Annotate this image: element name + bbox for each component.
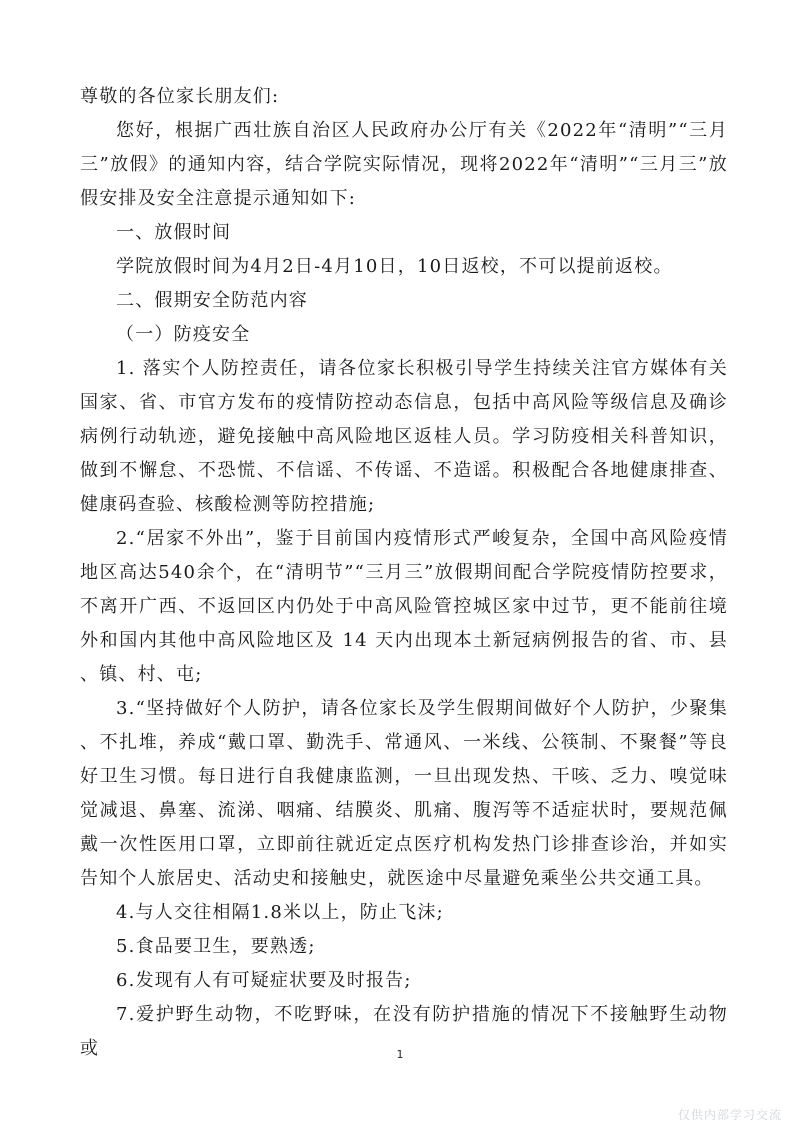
list-item-5: 5.食品要卫生，要熟透; bbox=[116, 936, 316, 957]
subsection-heading-epidemic: （一）防疫安全 bbox=[116, 324, 251, 345]
greeting: 尊敬的各位家长朋友们: bbox=[80, 86, 280, 107]
schedule-paragraph: 学院放假时间为4月2日-4月10日，10日返校，不可以提前返校。 bbox=[116, 256, 673, 277]
intro-paragraph: 您好，根据广西壮族自治区人民政府办公厅有关《2022年“清明”“三月三”放假》的通知内容，结合学院实际情况，现将2022年“清明”“三月三”放假安排及安全注意提示通知如下: bbox=[80, 120, 728, 209]
section-heading-schedule: 一、放假时间 bbox=[116, 222, 232, 243]
list-item-4: 4.与人交往相隔1.8米以上，防止飞沫; bbox=[116, 902, 444, 923]
list-item-6: 6.发现有人有可疑症状要及时报告; bbox=[116, 970, 412, 991]
section-heading-safety: 二、假期安全防范内容 bbox=[116, 290, 308, 311]
list-item-3: 3.“坚持做好个人防护，请各位家长及学生假期间做好个人防护，少聚集、不扎堆，养成“戴口罩、勤洗手、常通风、一米线、公筷制、不聚餐”等良好卫生习惯。每日进行自我健康监测，一旦出现发热、干咳、乏力、嗅觉味觉减退、鼻塞、流涕、咽痛、结膜炎、肌痛、腹泻等不适症状时，要规范佩戴一次性医用口罩，立即前往就近定点医疗机构发热门诊排查诊治，并如实告知个人旅居史、活动史和接触史，就医途中尽量避免乘坐公共交通工具。 bbox=[80, 698, 728, 889]
watermark: 仅供内部学习交流 bbox=[677, 1108, 782, 1122]
document-body bbox=[80, 80, 728, 1066]
list-item-2: 2.“居家不外出”，鉴于目前国内疫情形式严峻复杂，全国中高风险疫情地区高达540余个，在“清明节”“三月三”放假期间配合学院疫情防控要求，不离开广西、不返回区内仍处于中高风险管控城区家中过节，更不能前往境外和国内其他中高风险地区及 14 天内出现本土新冠病例报告的省、市、县、镇、村、屯; bbox=[80, 528, 728, 685]
list-item-7: 7.爱护野生动物，不吃野味，在没有防护措施的情况下不接触野生动物或 bbox=[80, 1004, 728, 1059]
page-number: 1 bbox=[396, 1048, 404, 1061]
list-item-1: 1. 落实个人防控责任，请各位家长积极引导学生持续关注官方媒体有关国家、省、市官方发布的疫情防控动态信息，包括中高风险等级信息及确诊病例行动轨迹，避免接触中高风险地区返桂人员。学习防疫相关科普知识，做到不懈怠、不恐慌、不信谣、不传谣、不造谣。积极配合各地健康排查、健康码查验、核酸检测等防控措施; bbox=[80, 358, 728, 515]
